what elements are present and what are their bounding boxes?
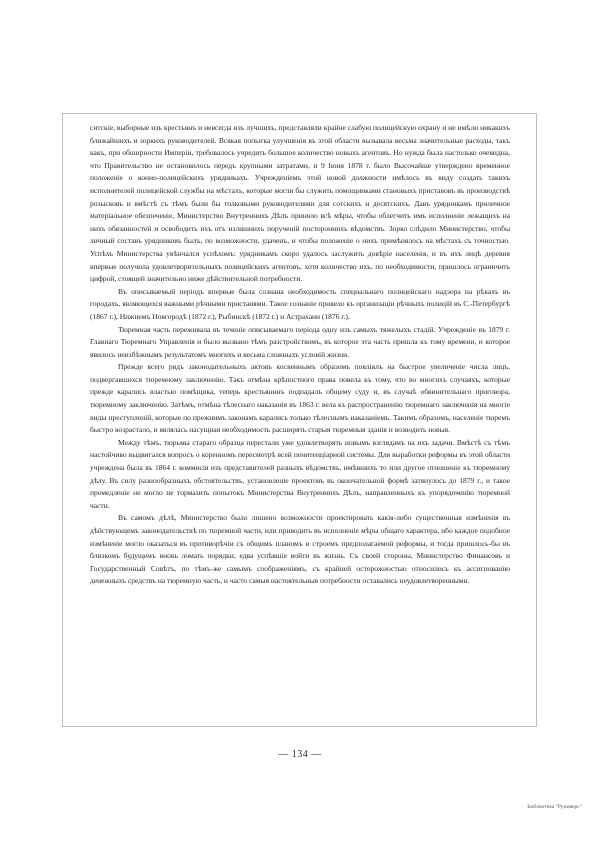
paragraph: Прежде всего рядъ законодательныхъ актовъ косвеннымъ образомъ повліялъ на быстрое увеличеніе числа лицъ, подвергавшихся тюремному заключенію. Такъ отмѣна крѣпостного права повела къ тому, что во многихъ случаяхъ, которые прежде карались властью помѣщика, теперь крестьянинъ подпадалъ общему суду и, въ случаѣ обвинительнаго приговора, тюремному заключенію. Затѣмъ, отмѣна тѣлеснаго наказанія въ 1863 г. вела къ распространенію тюремнаго заключенія на многіе виды преступленій, которые по прежнимъ законамъ карались только тѣлеснымъ наказаніемъ. Такимъ образомъ, населеніе тюремъ быстро возрастало, и являлась насущная необходимость расширять старыя тюремныя зданія и возводить новыя. xyxy=(90,362,510,435)
library-watermark: Библиотека "Руниверс" xyxy=(527,804,582,810)
paragraph: Въ самомъ дѣлѣ, Министерство было лишено возможности проектировать какія-либо существенныя измѣненія въ дѣйствующемъ законодательствѣ по тюремной части, или приводить въ исполненіе мѣры общаго характера, ибо каждое подобное измѣненіе могло оказаться въ противорѣчіи съ общимъ планомъ и строемъ предполагаемой реформы, и тогда пришлось-бы въ близкомъ будущемъ вновь ломать порядки, едва успѣвшіе войти въ жизнь. Съ своей стороны, Министерство Финансовъ и Государственный Совѣтъ, по тѣмъ-же самымъ соображеніямъ, съ крайней осторожностью относились къ ассигнованію денежныхъ средствъ на тюремную часть, и часто самыя настоятельныя потребности оставались неудовлетворенными. xyxy=(90,513,510,586)
paragraph: ситскіе, выборные изъ крестьянъ и невсегда изъ лучшихъ, представляли крайне слабую полицейскую охрану и не имѣли никакихъ ближайшихъ и зоркихъ руководителей. Всякая попытка улучшенія въ этой области вызывала весьма значительные расходы, такъ какъ, при обширности Имперіи, требовалось учредить большое количество новыхъ агентовъ. Но нужда была настолько очевидна, что Правительство не остановилось передъ крупными затратами, и 9 Іюня 1878 г. было Высочайше утверждено временное положеніе о конно-полицейскихъ урядникахъ. Учрежденіемъ этой новой должности имѣлось въ виду создать такихъ исполнителей полицейской службы на мѣстахъ, которые могли бы служить помощниками становыхъ приставовъ въ производствѣ розысковъ и вмѣстѣ съ тѣмъ были бы толковыми руководителями для сотскихъ и десятскихъ. Давъ урядникамъ приличное матеріальное обезпеченіе, Министерство Внутреннихъ Дѣлъ приняло всѣ мѣры, чтобы облегчить имъ исполненіе лежащихъ на нихъ обязанностей и освободить ихъ отъ излишнихъ порученій постороннихъ вѣдомствъ. Зорко слѣдило Министерство, чтобы личный составъ урядниковъ былъ, по возможности, удаченъ, и чтобы положеніе о нихъ примѣнялось на мѣстахъ съ точностью. Успѣхъ Министерства увѣнчался успѣхомъ: урядникамъ скоро удалось заслужить довѣріе населенія, и въ ихъ лицѣ деревня впервые получила удовлетворительныхъ полицейскихъ агентовъ, хотя количество ихъ, по необходимости, пришлось ограничить цифрой, стоящей значительно ниже дѣйствительной потребности. xyxy=(90,123,510,284)
body-text xyxy=(90,122,510,588)
paragraph: Между тѣмъ, тюрьмы стараго образца перестали уже удовлетворять новымъ взглядамъ на ихъ задачи. Вмѣстѣ съ тѣмъ настойчиво выдвигался вопросъ о коренномъ пересмотрѣ всей пенитенціарной системы. Для выработки реформы въ этой области учреждена была въ 1864 г. коммисія изъ представителей разныхъ вѣдомствъ, имѣвшихъ то или другое отношеніе къ тюремному дѣлу. Въ силу разнообразныхъ обстоятельствъ, установленіе проектовъ въ окончательной формѣ затянулось до 1879 г., и такое промедленіе не могло не тормазить попытокъ Министерства Внутреннихъ Дѣлъ, направленныхъ къ упорядоченію тюремной части. xyxy=(90,437,510,510)
paragraph: Тюремная часть переживала въ теченіе описываемаго періода одну изъ самыхъ тяжелыхъ стадій. Учрежденіе въ 1879 г. Главнаго Тюремнаго Управленія и было вызвано тѣмъ разстройствомъ, въ которое эта часть пришла къ тому времени, и которое явилось неизбѣжнымъ результатомъ многихъ и весьма сложныхъ условій жизни. xyxy=(90,324,510,359)
paragraph: Въ описываемый періодъ впервые была сознана необходимость специальнаго полицейскаго надзора на рѣкахъ въ городахъ, являющихся важными рѣчными пристанями. Такое сознаніе привело къ организаціи рѣчныхъ полицій въ С.-Петербургѣ (1867 г.), Нижнемъ Новгородѣ (1872 г.), Рыбинскѣ (1872 г.) и Астрахани (1876 г.). xyxy=(90,286,510,321)
page-number: — 134 — xyxy=(278,749,322,760)
